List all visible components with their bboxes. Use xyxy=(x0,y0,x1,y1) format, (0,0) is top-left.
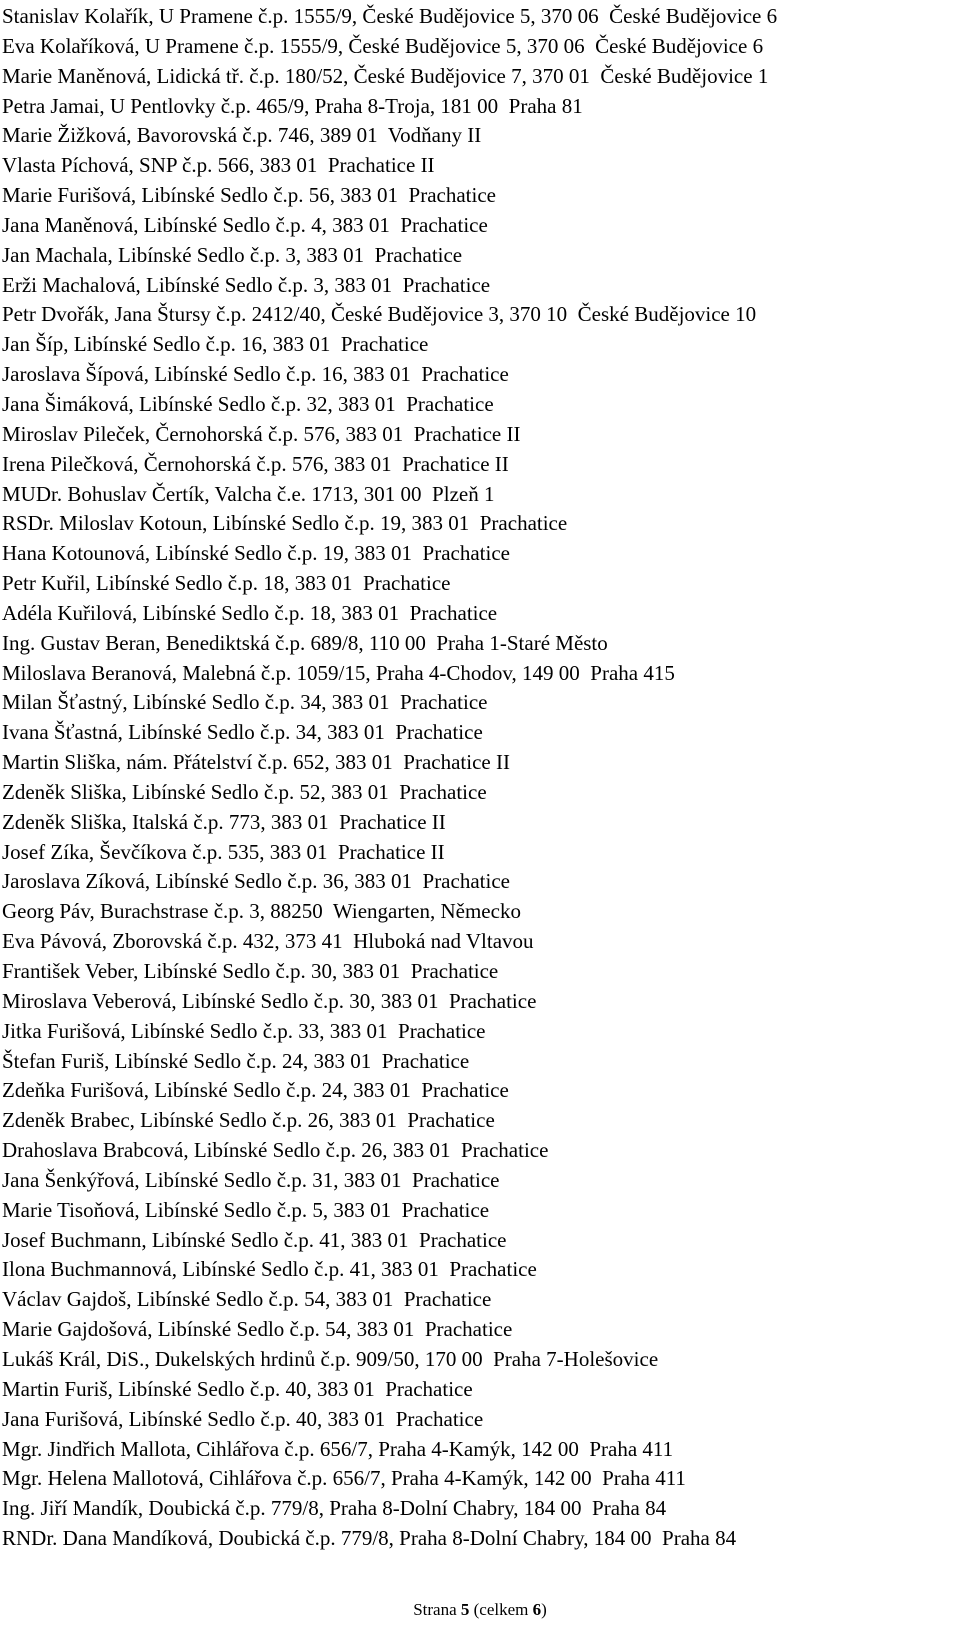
address-entry: Eva Pávová, Zborovská č.p. 432, 373 41 Hluboká nad Vltavou xyxy=(2,929,534,954)
address-entry: Martin Furiš, Libínské Sedlo č.p. 40, 383 01 Prachatice xyxy=(2,1376,473,1401)
address-entry: Zdeněk Brabec, Libínské Sedlo č.p. 26, 383 01 Prachatice xyxy=(2,1108,495,1133)
address-entry: MUDr. Bohuslav Čertík, Valcha č.e. 1713, 301 00 Plzeň 1 xyxy=(2,481,495,506)
address-entry: Jan Šíp, Libínské Sedlo č.p. 16, 383 01 Prachatice xyxy=(2,332,429,357)
address-entry: Mgr. Jindřich Mallota, Cihlářova č.p. 656/7, Praha 4-Kamýk, 142 00 Praha 411 xyxy=(2,1436,674,1461)
address-entry: Miroslava Veberová, Libínské Sedlo č.p. 30, 383 01 Prachatice xyxy=(2,988,537,1013)
address-entry: Ing. Gustav Beran, Benediktská č.p. 689/8, 110 00 Praha 1-Staré Město xyxy=(2,630,608,655)
address-entry: Petr Dvořák, Jana Štursy č.p. 2412/40, České Budějovice 3, 370 10 České Budějovice 10 xyxy=(2,302,757,327)
address-entry: Mgr. Helena Mallotová, Cihlářova č.p. 656/7, Praha 4-Kamýk, 142 00 Praha 411 xyxy=(2,1466,686,1491)
address-entry: Marie Maněnová, Lidická tř. č.p. 180/52, České Budějovice 7, 370 01 České Budějovice 1 xyxy=(2,63,769,88)
address-entry: Josef Buchmann, Libínské Sedlo č.p. 41, 383 01 Prachatice xyxy=(2,1227,507,1252)
current-page-number: 5 xyxy=(460,1600,470,1619)
address-entry: Erži Machalová, Libínské Sedlo č.p. 3, 383 01 Prachatice xyxy=(2,272,491,297)
address-entry: Zdeněk Sliška, Libínské Sedlo č.p. 52, 383 01 Prachatice xyxy=(2,779,487,804)
address-entry: Miroslav Pileček, Černohorská č.p. 576, 383 01 Prachatice II xyxy=(2,421,521,446)
address-entry: František Veber, Libínské Sedlo č.p. 30, 383 01 Prachatice xyxy=(2,959,499,983)
address-entry: Irena Pilečková, Černohorská č.p. 576, 383 01 Prachatice II xyxy=(2,451,509,476)
address-entry: Martin Sliška, nám. Přátelství č.p. 652, 383 01 Prachatice II xyxy=(2,750,510,775)
address-entry: Georg Páv, Burachstrase č.p. 3, 88250 Wiengarten, Německo xyxy=(2,899,521,924)
footer-prefix: Strana xyxy=(413,1600,461,1619)
address-entry: RNDr. Dana Mandíková, Doubická č.p. 779/8, Praha 8-Dolní Chabry, 184 00 Praha 84 xyxy=(2,1526,737,1551)
address-entry: Josef Zíka, Ševčíkova č.p. 535, 383 01 Prachatice II xyxy=(2,839,445,864)
address-entry: Ilona Buchmannová, Libínské Sedlo č.p. 41, 383 01 Prachatice xyxy=(2,1257,537,1282)
address-entry: Eva Kolaříková, U Pramene č.p. 1555/9, České Budějovice 5, 370 06 České Budějovice 6 xyxy=(2,33,764,58)
footer-suffix: ) xyxy=(541,1600,547,1619)
address-entry: Jana Maněnová, Libínské Sedlo č.p. 4, 383 01 Prachatice xyxy=(2,212,488,237)
address-entry: Ivana Šťastná, Libínské Sedlo č.p. 34, 383 01 Prachatice xyxy=(2,720,483,745)
address-entry: Marie Tisoňová, Libínské Sedlo č.p. 5, 383 01 Prachatice xyxy=(2,1197,490,1222)
address-entry: Jaroslava Šípová, Libínské Sedlo č.p. 16, 383 01 Prachatice xyxy=(2,362,509,387)
address-entry: Marie Žižková, Bavorovská č.p. 746, 389 01 Vodňany II xyxy=(2,123,482,148)
address-entry: Václav Gajdoš, Libínské Sedlo č.p. 54, 383 01 Prachatice xyxy=(2,1287,492,1312)
address-entry: Lukáš Král, DiS., Dukelských hrdinů č.p. 909/50, 170 00 Praha 7-Holešovice xyxy=(2,1346,659,1371)
address-entry: Jitka Furišová, Libínské Sedlo č.p. 33, 383 01 Prachatice xyxy=(2,1018,486,1043)
address-entry: Jaroslava Zíková, Libínské Sedlo č.p. 36, 383 01 Prachatice xyxy=(2,869,510,894)
page-footer xyxy=(0,1600,960,1620)
address-entry: Jan Machala, Libínské Sedlo č.p. 3, 383 01 Prachatice xyxy=(2,242,463,267)
address-entry: Petr Kuřil, Libínské Sedlo č.p. 18, 383 01 Prachatice xyxy=(2,571,451,596)
address-list xyxy=(2,2,952,1554)
address-entry: RSDr. Miloslav Kotoun, Libínské Sedlo č.p. 19, 383 01 Prachatice xyxy=(2,511,568,536)
address-entry: Marie Furišová, Libínské Sedlo č.p. 56, 383 01 Prachatice xyxy=(2,183,496,208)
footer-middle: (celkem xyxy=(469,1600,533,1619)
address-entry: Milan Šťastný, Libínské Sedlo č.p. 34, 383 01 Prachatice xyxy=(2,690,488,715)
address-entry: Zdeňka Furišová, Libínské Sedlo č.p. 24, 383 01 Prachatice xyxy=(2,1078,509,1103)
address-entry: Zdeněk Sliška, Italská č.p. 773, 383 01 Prachatice II xyxy=(2,809,446,834)
address-entry: Marie Gajdošová, Libínské Sedlo č.p. 54, 383 01 Prachatice xyxy=(2,1317,513,1342)
address-entry: Štefan Furiš, Libínské Sedlo č.p. 24, 383 01 Prachatice xyxy=(2,1048,470,1073)
address-entry: Hana Kotounová, Libínské Sedlo č.p. 19, 383 01 Prachatice xyxy=(2,541,510,566)
address-entry: Adéla Kuřilová, Libínské Sedlo č.p. 18, 383 01 Prachatice xyxy=(2,600,498,625)
address-entry: Drahoslava Brabcová, Libínské Sedlo č.p. 26, 383 01 Prachatice xyxy=(2,1138,549,1163)
address-entry: Stanislav Kolařík, U Pramene č.p. 1555/9, České Budějovice 5, 370 06 České Budějovice 6 xyxy=(2,4,778,28)
address-entry: Ing. Jiří Mandík, Doubická č.p. 779/8, Praha 8-Dolní Chabry, 184 00 Praha 84 xyxy=(2,1496,667,1521)
address-entry: Vlasta Píchová, SNP č.p. 566, 383 01 Prachatice II xyxy=(2,153,435,178)
address-entry: Petra Jamai, U Pentlovky č.p. 465/9, Praha 8-Troja, 181 00 Praha 81 xyxy=(2,93,583,118)
address-entry: Jana Šimáková, Libínské Sedlo č.p. 32, 383 01 Prachatice xyxy=(2,391,494,416)
address-entry: Miloslava Beranová, Malebná č.p. 1059/15, Praha 4-Chodov, 149 00 Praha 415 xyxy=(2,660,675,685)
address-entry: Jana Šenkýřová, Libínské Sedlo č.p. 31, 383 01 Prachatice xyxy=(2,1167,500,1192)
total-page-count: 6 xyxy=(532,1600,542,1619)
address-entry: Jana Furišová, Libínské Sedlo č.p. 40, 383 01 Prachatice xyxy=(2,1406,484,1431)
